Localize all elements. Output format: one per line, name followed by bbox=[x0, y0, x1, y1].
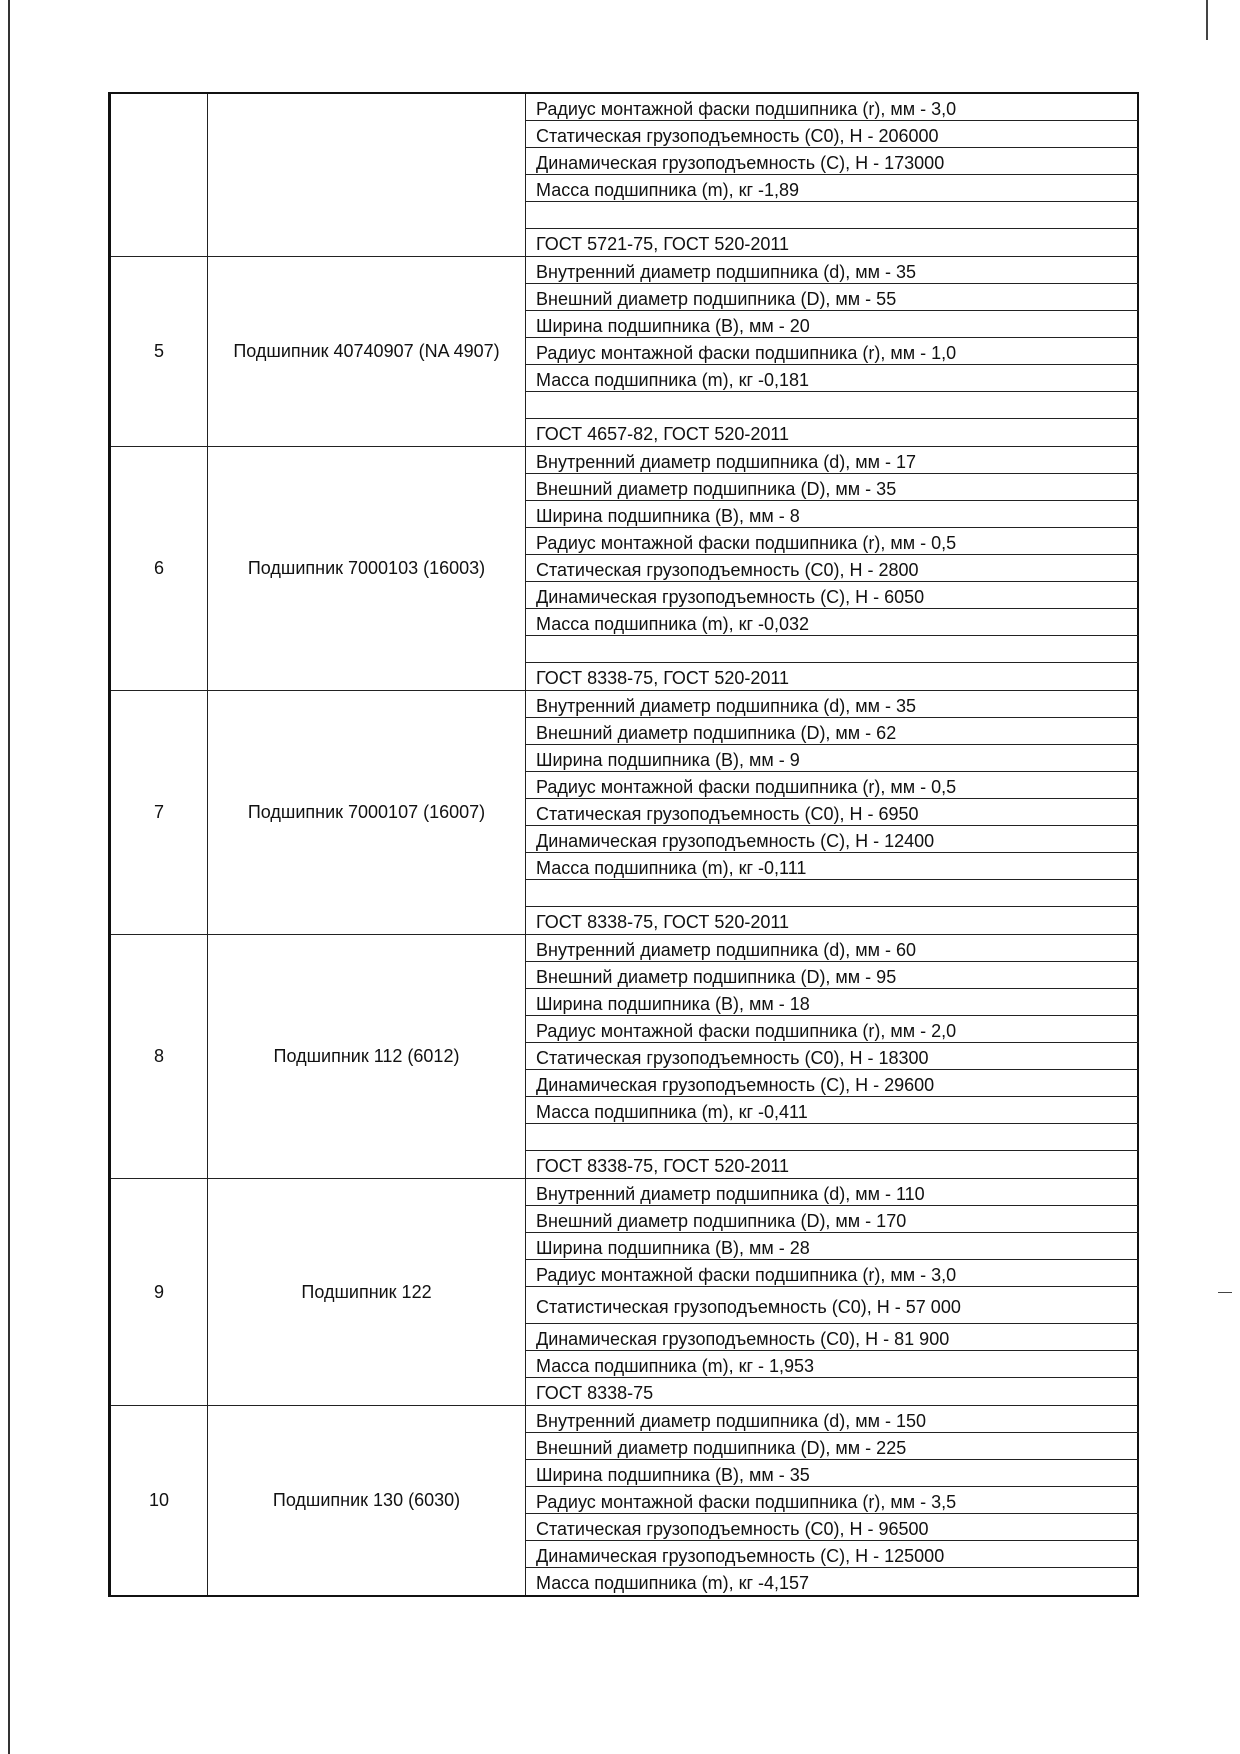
spec-line: Ширина подшипника (B), мм - 8 bbox=[526, 501, 1139, 528]
spec-line: Внешний диаметр подшипника (D), мм - 62 bbox=[526, 718, 1139, 745]
scan-edge-mark bbox=[1206, 0, 1208, 40]
spec-line: Внутренний диаметр подшипника (d), мм - 110 bbox=[526, 1179, 1139, 1206]
spec-line: Внешний диаметр подшипника (D), мм - 225 bbox=[526, 1433, 1139, 1460]
spec-line: Внешний диаметр подшипника (D), мм - 170 bbox=[526, 1206, 1139, 1233]
table-row bbox=[110, 1179, 1138, 1406]
item-number: 9 bbox=[110, 1179, 208, 1406]
scan-edge-line bbox=[8, 0, 10, 1754]
spec-line: Масса подшипника (m), кг -0,111 bbox=[526, 853, 1139, 880]
table-row bbox=[110, 691, 1138, 935]
item-number: 6 bbox=[110, 447, 208, 691]
item-number: 7 bbox=[110, 691, 208, 935]
table-row bbox=[110, 257, 1138, 447]
item-specifications bbox=[526, 1406, 1138, 1597]
spec-line: Ширина подшипника (B), мм - 18 bbox=[526, 989, 1139, 1016]
spec-line: Статическая грузоподъемность (C0), Н - 6950 bbox=[526, 799, 1139, 826]
spec-line-empty bbox=[526, 636, 1139, 663]
table-row bbox=[110, 93, 1138, 257]
item-specifications bbox=[526, 93, 1138, 257]
spec-line: Внешний диаметр подшипника (D), мм - 35 bbox=[526, 474, 1139, 501]
spec-line: ГОСТ 8338-75, ГОСТ 520-2011 bbox=[536, 1156, 790, 1176]
spec-line: Внутренний диаметр подшипника (d), мм - 35 bbox=[526, 691, 1139, 718]
spec-line: Динамическая грузоподъемность (C), Н - 12400 bbox=[526, 826, 1139, 853]
table-row bbox=[110, 447, 1138, 691]
spec-list bbox=[526, 691, 1137, 934]
spec-line: Радиус монтажной фаски подшипника (r), мм - 0,5 bbox=[526, 772, 1139, 799]
spec-line: Внутренний диаметр подшипника (d), мм - 17 bbox=[526, 447, 1139, 474]
table-row bbox=[110, 935, 1138, 1179]
spec-line: Масса подшипника (m), кг - 1,953 bbox=[526, 1351, 1139, 1378]
spec-line-empty bbox=[526, 202, 1139, 229]
spec-line: Статическая грузоподъемность (C0), Н - 96500 bbox=[526, 1514, 1139, 1541]
item-name: Подшипник 40740907 (NA 4907) bbox=[208, 257, 526, 447]
item-number: 5 bbox=[110, 257, 208, 447]
item-name: Подшипник 122 bbox=[208, 1179, 526, 1406]
table-row bbox=[110, 1406, 1138, 1597]
spec-line: Масса подшипника (m), кг -1,89 bbox=[526, 175, 1139, 202]
spec-line: Статическая грузоподъемность (C0), Н - 206000 bbox=[526, 121, 1139, 148]
spec-list bbox=[526, 1179, 1137, 1405]
spec-line-empty bbox=[526, 880, 1139, 907]
spec-line: Ширина подшипника (B), мм - 35 bbox=[526, 1460, 1139, 1487]
spec-line-empty bbox=[526, 392, 1139, 419]
spec-line-empty bbox=[526, 1124, 1139, 1151]
item-specifications bbox=[526, 257, 1138, 447]
spec-line: Радиус монтажной фаски подшипника (r), мм - 0,5 bbox=[526, 528, 1139, 555]
spec-line: Масса подшипника (m), кг -0,181 bbox=[526, 365, 1139, 392]
spec-line: Радиус монтажной фаски подшипника (r), мм - 3,0 bbox=[526, 1260, 1139, 1287]
item-name: Подшипник 7000103 (16003) bbox=[208, 447, 526, 691]
item-name bbox=[208, 93, 526, 257]
item-specifications bbox=[526, 1179, 1138, 1406]
spec-line: Масса подшипника (m), кг -0,032 bbox=[526, 609, 1139, 636]
spec-line: Ширина подшипника (B), мм - 9 bbox=[526, 745, 1139, 772]
spec-line: ГОСТ 8338-75, ГОСТ 520-2011 bbox=[536, 668, 790, 688]
spec-line: ГОСТ 4657-82, ГОСТ 520-2011 bbox=[536, 424, 790, 444]
item-number: 8 bbox=[110, 935, 208, 1179]
spec-line: Динамическая грузоподъемность (C0), Н - 81 900 bbox=[526, 1324, 1139, 1351]
item-name: Подшипник 112 (6012) bbox=[208, 935, 526, 1179]
spec-line: ГОСТ 5721-75, ГОСТ 520-2011 bbox=[536, 234, 790, 254]
item-specifications bbox=[526, 935, 1138, 1179]
spec-line: Масса подшипника (m), кг -4,157 bbox=[536, 1573, 810, 1593]
spec-line: Масса подшипника (m), кг -0,411 bbox=[526, 1097, 1139, 1124]
item-number bbox=[110, 93, 208, 257]
table-body bbox=[110, 93, 1138, 1596]
spec-line: Внешний диаметр подшипника (D), мм - 95 bbox=[526, 962, 1139, 989]
spec-line: Динамическая грузоподъемность (C), Н - 6050 bbox=[526, 582, 1139, 609]
spec-line: Внутренний диаметр подшипника (d), мм - 35 bbox=[526, 257, 1139, 284]
spec-line: Ширина подшипника (B), мм - 28 bbox=[526, 1233, 1139, 1260]
spec-line: Динамическая грузоподъемность (C), Н - 125000 bbox=[526, 1541, 1139, 1568]
spec-line: Радиус монтажной фаски подшипника (r), мм - 3,0 bbox=[526, 94, 1139, 121]
spec-line: Статическая грузоподъемность (C0), Н - 2800 bbox=[526, 555, 1139, 582]
spec-line: Ширина подшипника (B), мм - 20 bbox=[526, 311, 1139, 338]
spec-list bbox=[526, 935, 1137, 1178]
spec-line: Радиус монтажной фаски подшипника (r), мм - 1,0 bbox=[526, 338, 1139, 365]
spec-list bbox=[526, 257, 1137, 446]
scan-edge-mark bbox=[1218, 1292, 1232, 1293]
spec-line: Внешний диаметр подшипника (D), мм - 55 bbox=[526, 284, 1139, 311]
spec-line: Внутренний диаметр подшипника (d), мм - 150 bbox=[526, 1406, 1139, 1433]
spec-line: Внутренний диаметр подшипника (d), мм - 60 bbox=[526, 935, 1139, 962]
spec-line: ГОСТ 8338-75, ГОСТ 520-2011 bbox=[536, 912, 790, 932]
spec-line: Радиус монтажной фаски подшипника (r), мм - 3,5 bbox=[526, 1487, 1139, 1514]
spec-line: Динамическая грузоподъемность (C), Н - 173000 bbox=[526, 148, 1139, 175]
spec-list bbox=[526, 1406, 1137, 1595]
item-name: Подшипник 130 (6030) bbox=[208, 1406, 526, 1597]
spec-line: Радиус монтажной фаски подшипника (r), мм - 2,0 bbox=[526, 1016, 1139, 1043]
spec-list bbox=[526, 447, 1137, 690]
item-specifications bbox=[526, 447, 1138, 691]
item-specifications bbox=[526, 691, 1138, 935]
spec-line: Статистическая грузоподъемность (C0), Н - 57 000 bbox=[526, 1287, 1139, 1324]
item-name: Подшипник 7000107 (16007) bbox=[208, 691, 526, 935]
item-number: 10 bbox=[110, 1406, 208, 1597]
spec-line: ГОСТ 8338-75 bbox=[536, 1383, 654, 1403]
spec-line: Статическая грузоподъемность (C0), Н - 18300 bbox=[526, 1043, 1139, 1070]
spec-list bbox=[526, 94, 1137, 256]
spec-line: Динамическая грузоподъемность (C), Н - 29600 bbox=[526, 1070, 1139, 1097]
bearings-table bbox=[108, 92, 1139, 1597]
